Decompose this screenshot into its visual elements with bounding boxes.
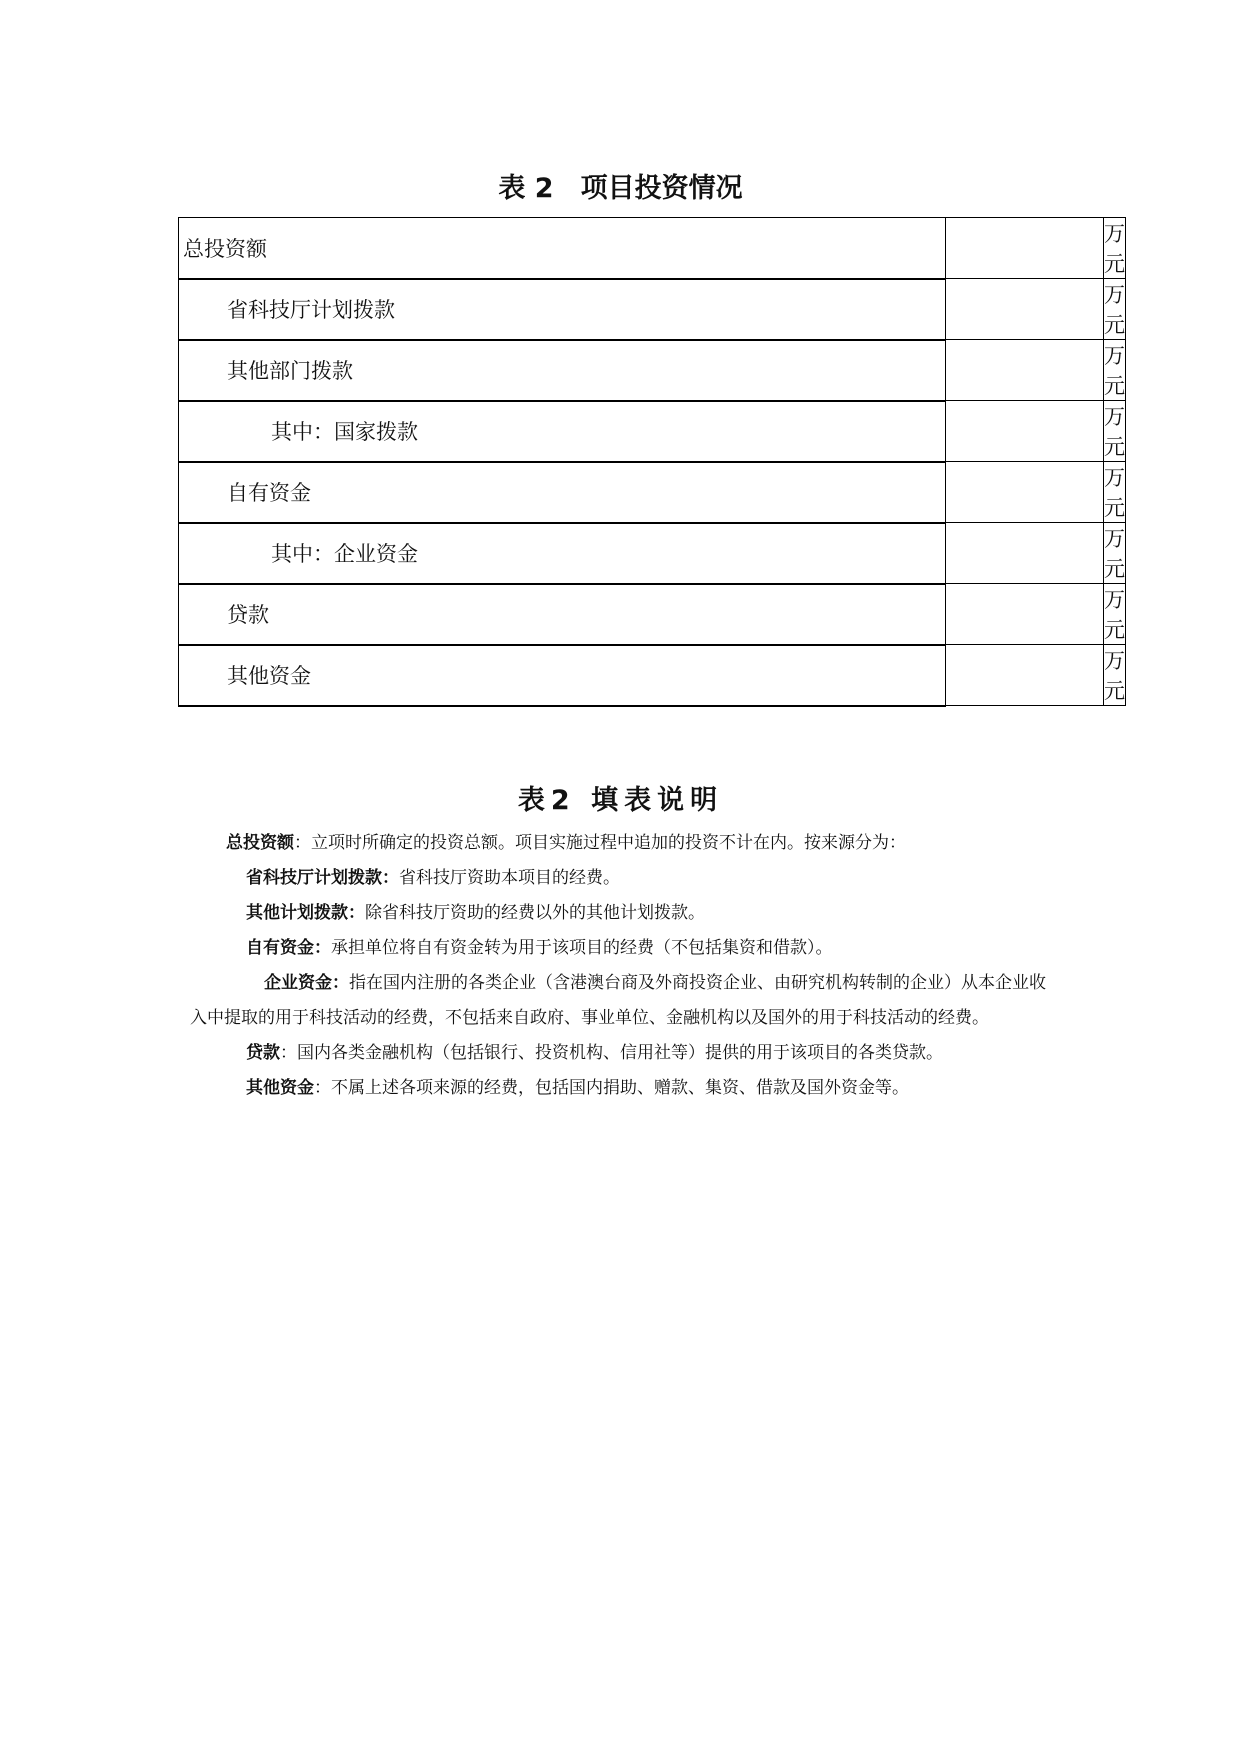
table-row [179, 462, 1126, 523]
table-row [179, 340, 1126, 401]
note-term: 其他计划拨款： [246, 903, 365, 923]
note-item [190, 826, 1062, 861]
note-term: 省科技厅计划拨款： [246, 868, 399, 888]
note-item [190, 1036, 1062, 1071]
row-label: 其中：国家拨款 [179, 401, 946, 462]
row-label: 其中：企业资金 [179, 523, 946, 584]
row-label: 贷款 [179, 584, 946, 645]
unit-label: 万元 [1104, 584, 1126, 645]
notes-section [190, 826, 1062, 1106]
note-text: 承担单位将自有资金转为用于该项目的经费（不包括集资和借款）。 [331, 938, 833, 958]
note-item [190, 861, 1062, 896]
notes-title: 表2 填表说明 [517, 785, 724, 816]
unit-label: 万元 [1104, 279, 1126, 340]
note-item [190, 1071, 1062, 1106]
table-row [179, 523, 1126, 584]
row-label: 总投资额 [179, 218, 946, 279]
table-row [179, 218, 1126, 279]
unit-label: 万元 [1104, 340, 1126, 401]
row-label: 其他部门拨款 [179, 340, 946, 401]
note-term: 总投资额 [226, 833, 294, 853]
amount-cell[interactable] [945, 523, 1103, 584]
amount-cell[interactable] [945, 218, 1103, 279]
unit-label: 万元 [1104, 401, 1126, 462]
table-row [179, 279, 1126, 340]
note-item [190, 966, 1062, 1036]
row-label: 其他资金 [179, 645, 946, 706]
amount-cell[interactable] [945, 584, 1103, 645]
note-term: 企业资金： [264, 973, 349, 993]
note-text: ：不属上述各项来源的经费，包括国内捐助、赠款、集资、借款及国外资金等。 [314, 1078, 909, 1098]
unit-label: 万元 [1104, 462, 1126, 523]
investment-table [178, 217, 1126, 707]
note-text: 除省科技厅资助的经费以外的其他计划拨款。 [365, 903, 705, 923]
note-term: 贷款 [246, 1043, 280, 1063]
note-item [190, 931, 1062, 966]
amount-cell[interactable] [945, 462, 1103, 523]
amount-cell[interactable] [945, 401, 1103, 462]
table-row [179, 584, 1126, 645]
row-label: 省科技厅计划拨款 [179, 279, 946, 340]
note-term: 自有资金： [246, 938, 331, 958]
table-row [179, 401, 1126, 462]
amount-cell[interactable] [945, 340, 1103, 401]
unit-label: 万元 [1104, 645, 1126, 706]
note-item [190, 896, 1062, 931]
note-text: 省科技厅资助本项目的经费。 [399, 868, 620, 888]
amount-cell[interactable] [945, 279, 1103, 340]
note-text: ：国内各类金融机构（包括银行、投资机构、信用社等）提供的用于该项目的各类贷款。 [280, 1043, 943, 1063]
note-text: 指在国内注册的各类企业（含港澳台商及外商投资企业、由研究机构转制的企业）从本企业收入中提取的用于科技活动的经费，不包括来自政府、事业单位、金融机构以及国外的用于科技活动的经费。 [190, 973, 1046, 1028]
unit-label: 万元 [1104, 523, 1126, 584]
table-title: 表 2 项目投资情况 [498, 173, 743, 204]
table-row [179, 645, 1126, 706]
note-text: ：立项时所确定的投资总额。项目实施过程中追加的投资不计在内。按来源分为： [294, 833, 906, 853]
row-label: 自有资金 [179, 462, 946, 523]
note-term: 其他资金 [246, 1078, 314, 1098]
unit-label: 万元 [1104, 218, 1126, 279]
amount-cell[interactable] [945, 645, 1103, 706]
